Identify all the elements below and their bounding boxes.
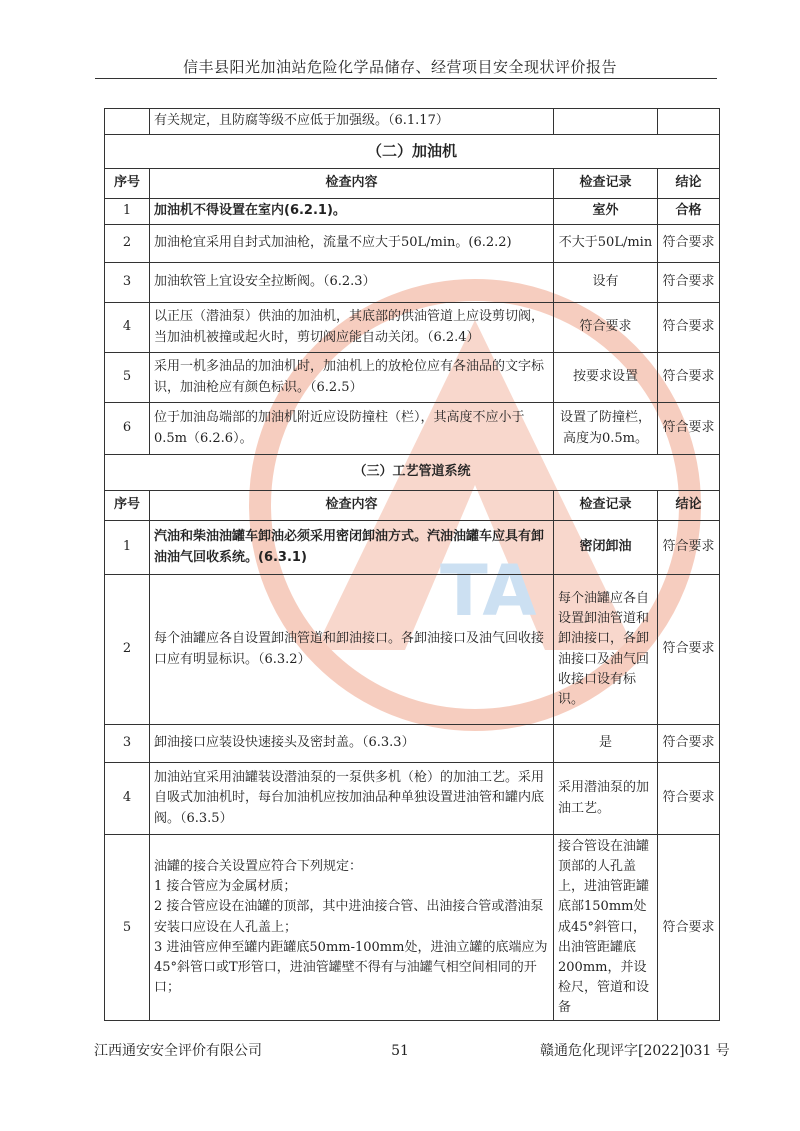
row-content: 卸油接口应装设快速接头及密封盖。（6.3.3）	[150, 725, 554, 763]
row-content: 每个油罐应各自设置卸油管道和卸油接口。各卸油接口及油气回收接口应有明显标识。（6.3.2）	[150, 575, 554, 725]
row-no: 3	[105, 263, 150, 303]
footer-doc-number: 赣通危化现评字[2022]031 号	[540, 1043, 730, 1059]
page-number: 51	[391, 1043, 409, 1059]
table-row	[105, 725, 720, 763]
row-content: 加油枪宜采用自封式加油枪，流量不应大于50L/min。(6.2.2)	[150, 225, 554, 263]
table-row	[105, 403, 720, 455]
row-conclusion: 符合要求	[658, 263, 720, 303]
row-no: 2	[105, 575, 150, 725]
table-row	[105, 263, 720, 303]
table-row	[105, 225, 720, 263]
carry-conclusion	[658, 109, 720, 135]
row-no: 4	[105, 763, 150, 835]
carry-record	[554, 109, 658, 135]
table-row	[105, 109, 720, 135]
row-record: 符合要求	[554, 303, 658, 353]
row-record: 设有	[554, 263, 658, 303]
svg-text:TA: TA	[440, 550, 537, 632]
row-conclusion: 合格	[658, 199, 720, 225]
row-conclusion: 符合要求	[658, 303, 720, 353]
row-conclusion: 符合要求	[658, 403, 720, 455]
page-header: 信丰县阳光加油站危险化学品储存、经营项目安全现状评价报告	[182, 58, 617, 76]
col-header-no: 序号	[105, 491, 150, 521]
row-record: 按要求设置	[554, 353, 658, 403]
table-header-row	[105, 169, 720, 199]
col-header-content: 检查内容	[150, 169, 554, 199]
table-row	[105, 763, 720, 835]
row-no: 5	[105, 353, 150, 403]
row-content: 加油机不得设置在室内(6.2.1)。	[150, 199, 554, 225]
row-content: 位于加油岛端部的加油机附近应设防撞柱（栏），其高度不应小于0.5m（6.2.6）。	[150, 403, 554, 455]
row-record: 采用潜油泵的加油工艺。	[554, 763, 658, 835]
row-no: 1	[105, 199, 150, 225]
table-row	[105, 521, 720, 575]
table-header-row	[105, 491, 720, 521]
row-conclusion: 符合要求	[658, 521, 720, 575]
row-record: 是	[554, 725, 658, 763]
row-conclusion: 符合要求	[658, 835, 720, 1021]
row-no: 6	[105, 403, 150, 455]
row-record: 设置了防撞栏，高度为0.5m。	[554, 403, 658, 455]
row-content: 汽油和柴油油罐车卸油必须采用密闭卸油方式。汽油油罐车应具有卸油油气回收系统。(6.3.1)	[150, 521, 554, 575]
row-record: 密闭卸油	[554, 521, 658, 575]
row-content: 以正压（潜油泵）供油的加油机，其底部的供油管道上应设剪切阀，当加油机被撞或起火时，剪切阀应能自动关闭。（6.2.4）	[150, 303, 554, 353]
inspection-table	[104, 108, 720, 1021]
row-conclusion: 符合要求	[658, 353, 720, 403]
col-header-conclusion: 结论	[658, 491, 720, 521]
row-no: 1	[105, 521, 150, 575]
header-rule	[95, 78, 717, 79]
row-record: 不大于50L/min	[554, 225, 658, 263]
content-line: 1 接合管应为金属材质；	[154, 879, 297, 895]
row-record: 室外	[554, 199, 658, 225]
table-row	[105, 353, 720, 403]
content-line: 油罐的接合关设置应符合下列规定：	[154, 859, 363, 875]
row-no: 3	[105, 725, 150, 763]
section3-title: （三）工艺管道系统	[105, 455, 720, 491]
content-line: 3 进油管应伸至罐内距罐底50mm-100mm处，进油立罐的底端应为45°斜管口或T形管口，进油管罐壁不得有与油罐气相空间相同的开口；	[154, 939, 548, 995]
table-row	[105, 835, 720, 1021]
content-line: 2 接合管应设在油罐的顶部，其中进油接合管、出油接合管或潜油泵安装口应设在人孔盖上；	[154, 899, 544, 935]
row-content: 加油站宜采用油罐装设潜油泵的一泵供多机（枪）的加油工艺。采用自吸式加油机时，每台加油机应按加油品种单独设置进油管和罐内底阀。（6.3.5）	[150, 763, 554, 835]
col-header-no: 序号	[105, 169, 150, 199]
row-content	[150, 835, 554, 1021]
row-no: 2	[105, 225, 150, 263]
footer-company: 江西通安安全评价有限公司	[94, 1043, 262, 1059]
col-header-record: 检查记录	[554, 169, 658, 199]
row-record: 每个油罐应各自设置卸油管道和卸油接口，各卸油接口及油气回收接口设有标识。	[554, 575, 658, 725]
row-conclusion: 符合要求	[658, 575, 720, 725]
row-record: 接合管设在油罐顶部的人孔盖上，进油管距罐底部150mm处成45°斜管口，出油管距罐底200mm，并设检尺，管道和设备	[554, 835, 658, 1021]
table-row	[105, 575, 720, 725]
row-content: 采用一机多油品的加油机时，加油机上的放枪位应有各油品的文字标识，加油枪应有颜色标识。（6.2.5）	[150, 353, 554, 403]
col-header-conclusion: 结论	[658, 169, 720, 199]
table-row	[105, 303, 720, 353]
carry-content: 有关规定，且防腐等级不应低于加强级。（6.1.17）	[150, 109, 554, 135]
col-header-content: 检查内容	[150, 491, 554, 521]
table-row	[105, 199, 720, 225]
row-conclusion: 符合要求	[658, 763, 720, 835]
row-conclusion: 符合要求	[658, 725, 720, 763]
row-no: 4	[105, 303, 150, 353]
row-conclusion: 符合要求	[658, 225, 720, 263]
row-no: 5	[105, 835, 150, 1021]
section2-title: （二）加油机	[105, 135, 720, 169]
col-header-record: 检查记录	[554, 491, 658, 521]
row-content: 加油软管上宜设安全拉断阀。（6.2.3）	[150, 263, 554, 303]
